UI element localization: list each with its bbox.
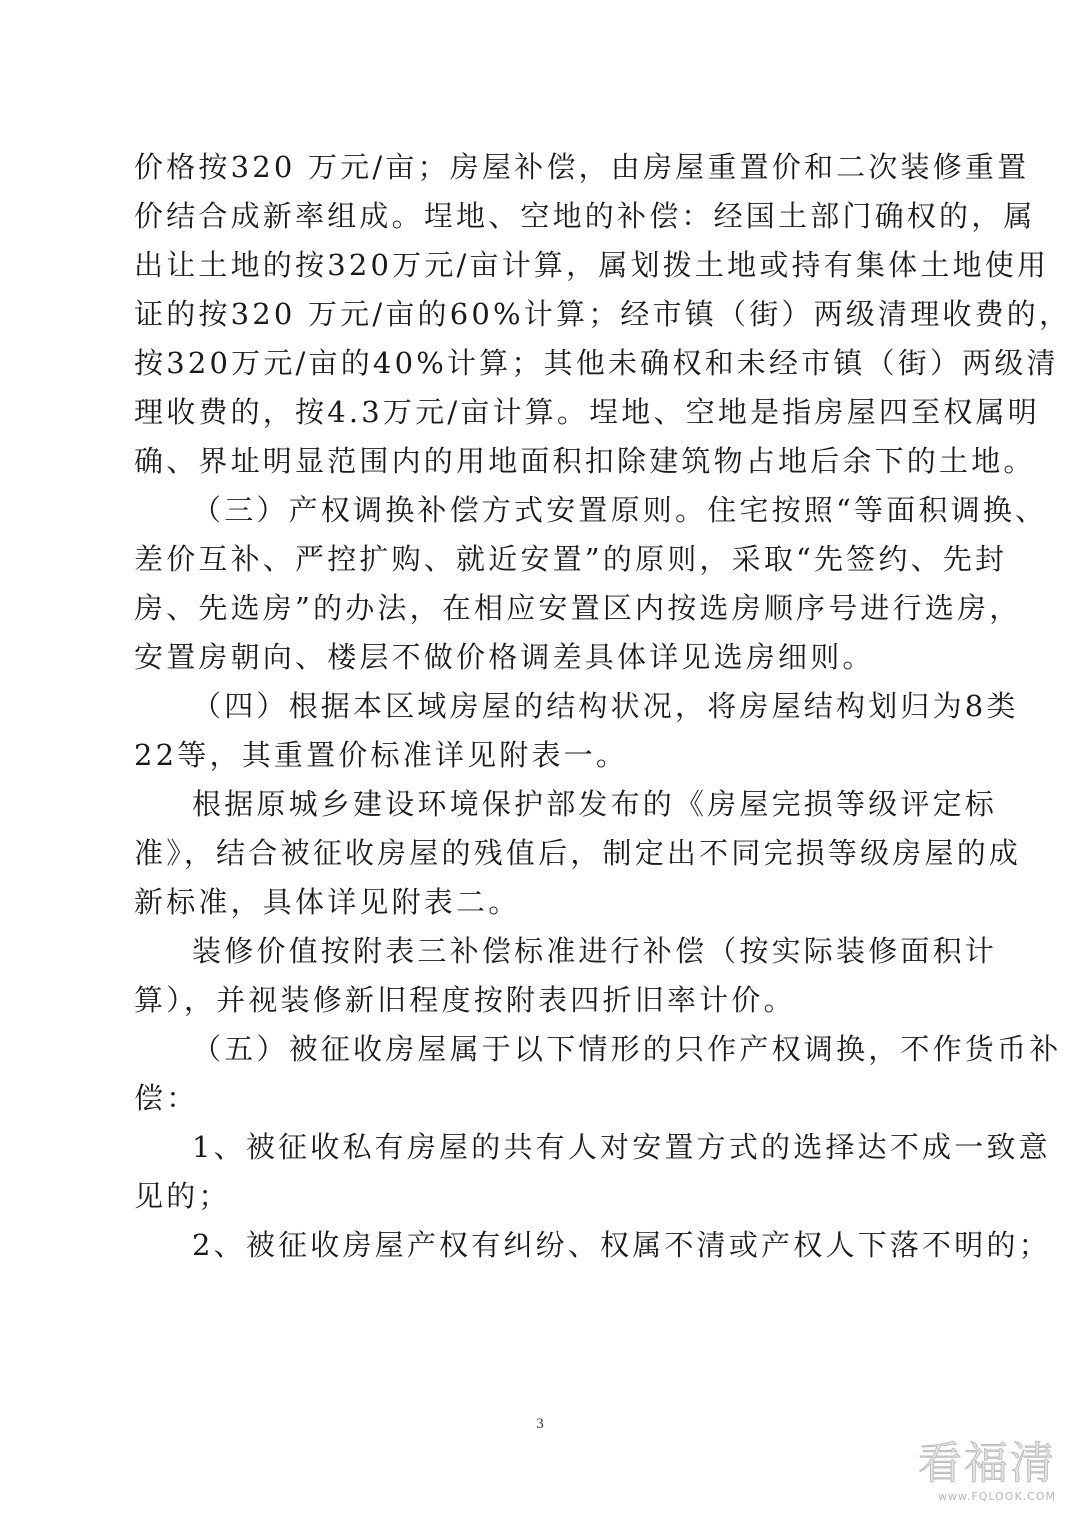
text-line: 算），并视装修新旧程度按附表四折旧率计价。 xyxy=(134,983,796,1017)
text-line: 理收费的，按4.3万元/亩计算。埕地、空地是指房屋四至权属明 xyxy=(134,395,1040,429)
section-heading-line: （五）被征收房屋属于以下情形的只作产权调换，不作货币补 xyxy=(192,1032,1062,1066)
page-number: 3 xyxy=(536,1416,544,1432)
text-line: 装修价值按附表三补偿标准进行补偿（按实际装修面积计 xyxy=(192,934,998,968)
text-line: 新标准，具体详见附表二。 xyxy=(134,885,521,919)
text-line: 按320万元/亩的40%计算；其他未确权和未经市镇（街）两级清 xyxy=(134,346,1059,380)
text-line: 出让土地的按320万元/亩计算，属划拨土地或持有集体土地使用 xyxy=(134,248,1050,282)
list-item-line: 2、被征收房屋产权有纠纷、权属不清或产权人下落不明的； xyxy=(192,1228,1051,1262)
text-line: 根据原城乡建设环境保护部发布的《房屋完损等级评定标 xyxy=(192,787,998,821)
text-line: 价结合成新率组成。埕地、空地的补偿：经国土部门确权的，属 xyxy=(134,199,1036,233)
section-heading-line: （三）产权调换补偿方式安置原则。住宅按照“等面积调换、 xyxy=(192,493,1048,527)
text-line: 准》，结合被征收房屋的残值后，制定出不同完损等级房屋的成 xyxy=(134,836,1022,870)
text-line: 安置房朝向、楼层不做价格调差具体详见选房细则。 xyxy=(134,640,875,674)
list-item-line: 1、被征收私有房屋的共有人对安置方式的选择达不成一致意 xyxy=(192,1130,1051,1164)
text-line: 22等，其重置价标准详见附表一。 xyxy=(134,738,629,772)
text-line: 证的按320 万元/亩的60%计算；经市镇（街）两级清理收费的， xyxy=(134,297,1072,331)
text-line: 见的； xyxy=(134,1179,231,1213)
text-line: 房、先选房”的办法，在相应安置区内按选房顺序号进行选房， xyxy=(134,591,1022,625)
text-line: 差价互补、严控扩购、就近安置”的原则，采取“先签约、先封 xyxy=(134,542,1008,576)
text-line: 偿： xyxy=(134,1081,199,1115)
site-watermark xyxy=(866,1438,1056,1503)
watermark-url: www.FQLOOK.COM xyxy=(937,1490,1056,1503)
watermark-logo-text: 看福清 xyxy=(918,1438,1056,1489)
section-heading-line: （四）根据本区域房屋的结构状况，将房屋结构划归为8类 xyxy=(192,689,1019,723)
text-line: 确、界址明显范围内的用地面积扣除建筑物占地后余下的土地。 xyxy=(134,444,1036,478)
text-line: 价格按320 万元/亩；房屋补偿，由房屋重置价和二次装修重置 xyxy=(134,150,1030,184)
